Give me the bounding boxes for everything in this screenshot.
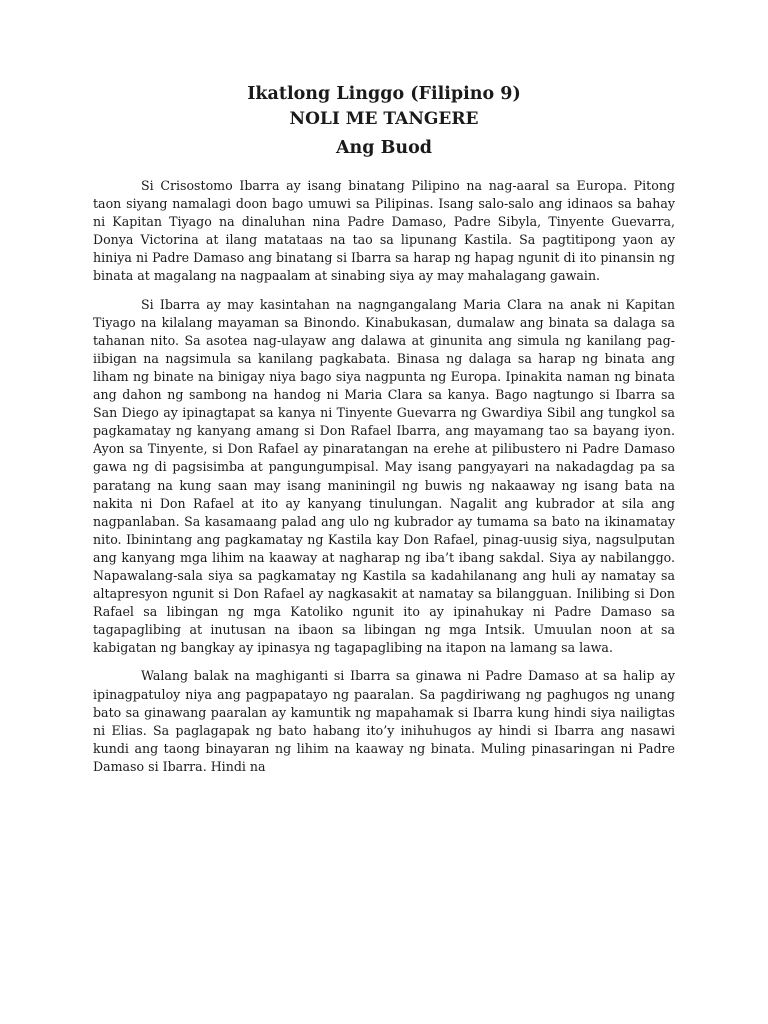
heading-novel-title: NOLI ME TANGERE [289, 109, 479, 129]
document-body [93, 177, 675, 776]
document-heading [93, 82, 675, 161]
paragraph-1: Si Crisostomo Ibarra ay isang binatang Pilipino na nag-aaral sa Europa. Pitong taon siyang namalagi doon bago umuwi sa Pilipinas. Isang salo-salo ang idinaos sa bahay ni Kapitan Tiyago na dinaluhan nina Padre Damaso, Padre Sibyla, Tinyente Guevarra, Donya Victorina at ilang matataas na tao sa lipunang Kastila. Sa pagtitipong yaon ay hiniya ni Padre Damaso ang binatang si Ibarra sa harap ng hapag ngunit di ito pinansin ng binata at magalang na nagpaalam at sinabing siya ay may mahalagang gawain. [93, 178, 675, 284]
heading-summary: Ang Buod [335, 138, 433, 158]
paragraph-3: Walang balak na maghiganti si Ibarra sa ginawa ni Padre Damaso at sa halip ay ipinagpatuloy niya ang pagpapatayo ng paaralan. Sa pagdiriwang ng paghugos ng unang bato sa ginawang paaralan ay kamuntik ng mapahamak si Ibarra kung hindi siya nailigtas ni Elias. Sa paglagapak ng bato habang ito’y inihuhugos ay hindi si Ibarra ang nasawi kundi ang taong binayaran ng lihim na kaaway ng binata. Muling pinasaringan ni Padre Damaso si Ibarra. Hindi na [93, 668, 675, 774]
heading-week-subject: Ikatlong Linggo (Filipino 9) [247, 84, 521, 104]
paragraph-2: Si Ibarra ay may kasintahan na nagngangalang Maria Clara na anak ni Kapitan Tiyago na kilalang mayaman sa Binondo. Kinabukasan, dumalaw ang binata sa dalaga sa tahanan nito. Sa asotea nag-ulayaw ang dalawa at ginunita ang simula ng kanilang pag-iibigan na nagsimula sa kanilang pagkabata. Binasa ng dalaga sa harap ng binata ang liham ng binate na binigay niya bago siya nagpunta ng Europa. Ipinakita naman ng binata ang dahon ng sambong na handog ni Maria Clara sa kanya. Bago nagtungo si Ibarra sa San Diego ay ipinagtapat sa kanya ni Tinyente Guevarra ng Gwardiya Sibil ang tungkol sa pagkamatay ng kanyang amang si Don Rafael Ibarra, ang mayamang tao sa bayang iyon. Ayon sa Tinyente, si Don Rafael ay pinaratangan na erehe at pilibustero ni Padre Damaso gawa ng di pagsisimba at pangungumpisal. May isang pangyayari na nakadagdag pa sa paratang na kung saan may isang maniningil ng buwis ng nakaaway ng isang bata na nakita ni Don Rafael at ito ay kanyang tinulungan. Nagalit ang kubrador at sila ang nagpanlaban. Sa kasamaang palad ang ulo ng kubrador ay tumama sa bato na ikinamatay nito. Ibinintang ang pagkamatay ng Kastila kay Don Rafael, pinag-uusig siya, nagsulputan ang kanyang mga lihim na kaaway at nagharap ng iba’t ibang sakdal. Siya ay nabilanggo. Napawalang-sala siya sa pagkamatay ng Kastila sa kadahilanang ang huli ay namatay sa altapresyon ngunit si Don Rafael ay nagkasakit at namatay sa bilangguan. Inilibing si Don Rafael sa libingan ng mga Katoliko ngunit ito ay ipinahukay ni Padre Damaso sa tagapaglibing at inutusan na ibaon sa libingan ng mga Intsik. Umuulan noon at sa kabigatan ng bangkay ay ipinasya ng tagapaglibing na itapon na lamang sa lawa. [93, 296, 675, 656]
document-page [93, 82, 675, 786]
